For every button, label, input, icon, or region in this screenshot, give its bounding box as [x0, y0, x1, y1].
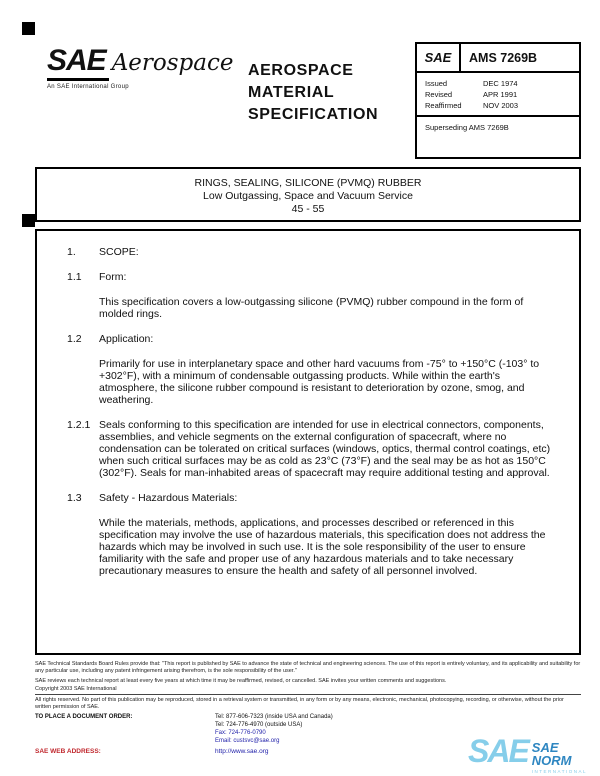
- revision-history: [417, 73, 579, 117]
- section-paragraph: Primarily for use in interplanetary space and other hard vacuums from -75° to +150°C (-103° to +302°F), with a minimum of condensable outgassing products. While within the earth's atmosphere, the silicone rubber compound is resistant to deterioration by ozone, smog, and weathering.: [99, 358, 540, 406]
- section-number: 1.: [67, 246, 76, 258]
- registration-mark-left: [22, 214, 35, 227]
- section-paragraph-row: [67, 419, 551, 479]
- section-heading-row: [67, 492, 551, 504]
- registration-mark-top-left: [22, 22, 35, 35]
- revision-label: Reaffirmed: [425, 101, 462, 110]
- revision-date: APR 1991: [483, 90, 518, 99]
- section-heading: Safety - Hazardous Materials:: [99, 492, 238, 504]
- section-paragraph: This specification covers a low-outgassing silicone (PVMQ) rubber compound in the form of molded rings.: [99, 296, 524, 320]
- document-order-block: [35, 713, 455, 745]
- sae-aerospace-logo: [47, 44, 233, 90]
- document-type-title: [248, 60, 378, 126]
- doc-type-line: MATERIAL: [248, 84, 335, 101]
- section-number: 1.1: [67, 271, 82, 283]
- doc-type-line: SPECIFICATION: [248, 106, 379, 123]
- section-paragraph: While the materials, methods, applications, and processes described or referenced in this specification may involve the use of hazardous materials, this specification does not address the hazards which may be involved in such use. It is the sole responsibility of the user to ensure familiarity with the safe and proper use of any hazardous materials and to take necessary precautionary measures to ensure the health and safety of all personnel involved.: [99, 517, 546, 577]
- sae-norm-logo-subtext: INTERNATIONAL: [531, 769, 587, 774]
- order-label: TO PLACE A DOCUMENT ORDER:: [35, 714, 133, 720]
- sae-norm-logo: [468, 733, 600, 774]
- section-number: [67, 517, 99, 577]
- footer-divider: [35, 694, 581, 695]
- order-fax: Fax: 724-776-0790: [215, 730, 266, 736]
- section-number: 1.2: [67, 333, 82, 345]
- order-tel-usa: Tel: 877-606-7323 (inside USA and Canada): [215, 714, 333, 720]
- section-number: 1.2.1: [67, 419, 91, 431]
- section-heading: Form:: [99, 271, 127, 283]
- spec-subtitle-line: Low Outgassing, Space and Vacuum Service: [203, 190, 413, 202]
- logo-tagline: An SAE International Group: [47, 84, 129, 90]
- revision-label: Issued: [425, 79, 448, 88]
- superseding-note: Superseding AMS 7269B: [425, 123, 509, 132]
- doc-type-line: AEROSPACE: [248, 62, 354, 79]
- section-number: 1.3: [67, 492, 82, 504]
- section-paragraph-row: [67, 296, 551, 320]
- section-number: [67, 358, 99, 406]
- notice-paragraph: SAE Technical Standards Board Rules provide that: "This report is published by SAE to advance the state of technical and engineering sciences. The use of this report is entirely voluntary, and its applicability and suitability for any particular use, including any patent infringement arising therefrom, is the sole responsibility of the user.": [35, 661, 581, 674]
- section-paragraph: Seals conforming to this specification are intended for use in electrical connectors, components, assemblies, and vehicle segments on the external configuration of spacecraft, where no condensation can be tolerated on critical surfaces (windows, optics, thermal control coatings, etc) when such critical surfaces may be as cold as 23°C (73°F) and the seal may be as hot as 150°C (302°F). Seals for man-inhabited areas of spacecraft may require additional testing and approval.: [99, 419, 551, 479]
- revision-date: NOV 2003: [483, 101, 519, 110]
- section-heading: Application:: [99, 333, 154, 345]
- order-email-link[interactable]: Email: custsvc@sae.org: [215, 738, 280, 744]
- spec-number-box: [415, 42, 581, 159]
- aerospace-logo-text: Aerospace: [111, 50, 234, 76]
- revision-date: DEC 1974: [483, 79, 518, 88]
- copyright-line: Copyright 2003 SAE International: [35, 686, 117, 692]
- web-address-block: [35, 748, 268, 755]
- section-heading-row: [67, 246, 551, 258]
- specification-title-block: [35, 167, 581, 222]
- rights-notice: All rights reserved. No part of this publication may be reproduced, stored in a retrieval system or transmitted, in any form or by any means, electronic, mechanical, photocopying, recording, or otherwise, without the prior written permission of SAE.: [35, 697, 564, 710]
- sae-badge-icon: SAE: [417, 44, 461, 71]
- section-heading: SCOPE:: [99, 246, 139, 258]
- web-address-label: SAE WEB ADDRESS:: [35, 748, 101, 755]
- spec-title-line: RINGS, SEALING, SILICONE (PVMQ) RUBBER: [194, 177, 422, 189]
- section-heading-row: [67, 333, 551, 345]
- revision-label: Revised: [425, 90, 453, 99]
- sae-norm-logo-name: SAE NORM: [531, 740, 572, 768]
- section-paragraph-row: [67, 358, 551, 406]
- notice-paragraph: SAE reviews each technical report at least every five years at which time it may be reaffirmed, revised, or cancelled. SAE invites your written comments and suggestions.: [35, 677, 447, 684]
- section-paragraph-row: [67, 517, 551, 577]
- spec-hardness-range: 45 - 55: [291, 203, 325, 215]
- section-number: [67, 296, 99, 320]
- sae-norm-logo-icon: SAE: [468, 733, 528, 769]
- section-heading-row: [67, 271, 551, 283]
- scope-section: [35, 229, 581, 655]
- standards-board-notice: [35, 661, 581, 687]
- order-tel-international: Tel: 724-776-4970 (outside USA): [215, 722, 303, 728]
- document-number: AMS 7269B: [469, 50, 538, 65]
- web-address-link[interactable]: http://www.sae.org: [215, 748, 269, 755]
- sae-logo-text: SAE: [47, 44, 109, 81]
